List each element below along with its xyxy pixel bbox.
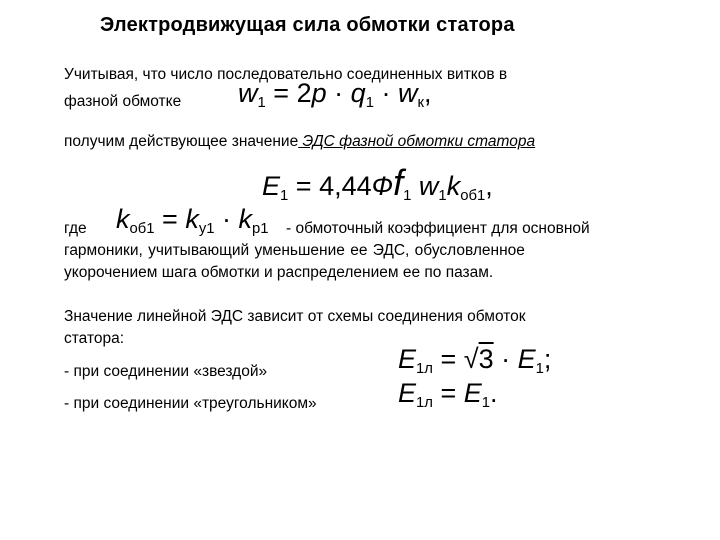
where-label: где (64, 220, 87, 237)
formula-star-line-emf: $E_{1л} = √3 \cdot E_1$; (398, 344, 552, 378)
paragraph-4-line-1: Значение линейной ЭДС зависит от схемы соединения обмоток (64, 308, 526, 325)
formula-phase-emf: $E_1 = 4,44Фf_1$ $w_1k_{об1}$, (262, 162, 493, 205)
paragraph-2-prefix: получим действующее значение (64, 133, 299, 150)
delta-connection-label: - при соединении «треугольником» (64, 395, 317, 412)
formula-turns: $w_1 = 2p \cdot q_1 \cdot w_к$, (238, 78, 432, 112)
paragraph-1-line-1: Учитывая, что число последовательно соединенных витков в (64, 66, 508, 83)
formula-winding-factor: $k_{об1} = k_{у1} \cdot k_{р1}$ (116, 204, 269, 238)
paragraph-1-line-2: фазной обмотке (64, 93, 182, 110)
formula-delta-line-emf: $E_{1л} = E_1$. (398, 378, 498, 412)
paragraph-3-line-1: - обмоточный коэффициент для основной (286, 220, 590, 237)
emf-phase-winding-term: ЭДС фазной обмотки статора (298, 133, 536, 150)
star-connection-label: - при соединении «звездой» (64, 363, 268, 380)
page-title: Электродвижущая сила обмотки статора (100, 14, 515, 36)
paragraph-2 (64, 131, 535, 153)
paragraph-3-line-2: гармоники, учитывающий уменьшение ее ЭДС, обусловленное (64, 242, 525, 259)
paragraph-3-line-3: укорочением шага обмотки и распределением ее по пазам. (64, 264, 494, 281)
paragraph-4-line-2: статора: (64, 330, 125, 347)
